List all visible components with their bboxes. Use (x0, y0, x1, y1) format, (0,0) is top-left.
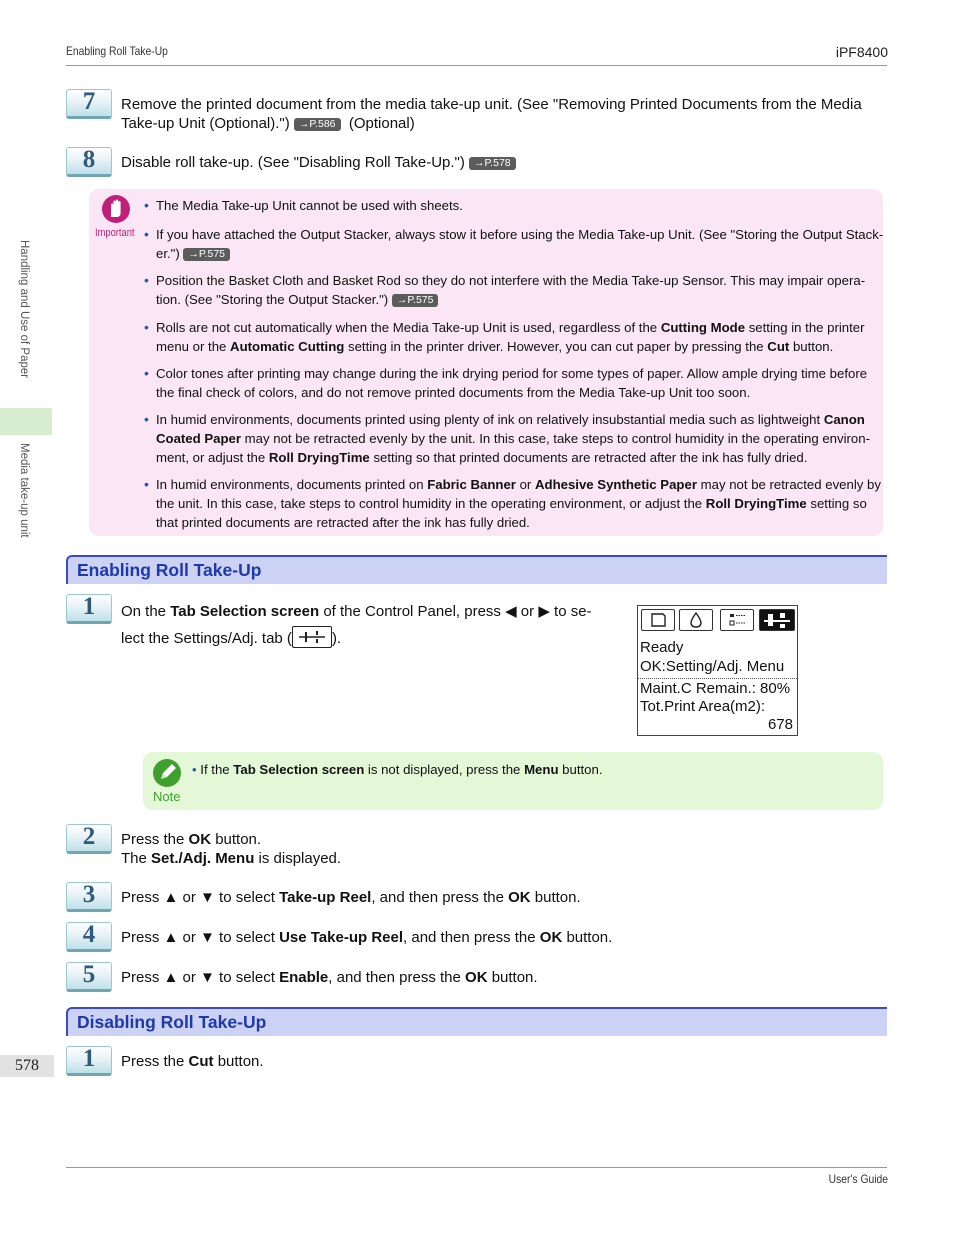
step-number: 5 (66, 962, 112, 992)
bullet-text: The Media Take-up Unit cannot be used with sheets. (156, 198, 463, 213)
bullet-icon: • (144, 476, 149, 492)
running-header-title: Enabling Roll Take-Up (66, 44, 168, 58)
ink-tab-icon (679, 609, 713, 631)
bullet-icon: • (144, 319, 149, 335)
bullet-text: Position the Basket Cloth and Basket Rod so they do not interfere with the Media Take-up Sensor. This may impair opera- (156, 273, 866, 288)
hand-stop-icon (102, 195, 130, 223)
section-title: Disabling Roll Take-Up (77, 1012, 267, 1032)
step-number: 4 (66, 922, 112, 952)
section-heading (66, 555, 887, 584)
note-text: • If the Tab Selection screen is not displayed, press the Menu button. (192, 762, 603, 777)
panel-line: 678 (767, 716, 793, 733)
sidebar-active-tab (0, 408, 52, 435)
step-text: Press the Cut button. (121, 1053, 264, 1070)
running-header-model: iPF8400 (835, 44, 888, 60)
job-tab-icon (720, 609, 754, 631)
page-link[interactable]: →P.586 (294, 118, 341, 131)
step-text: Press the OK button. The Set./Adj. Menu is displayed. (121, 831, 342, 867)
control-panel-display (637, 605, 798, 736)
bullet-text: tion. (See "Storing the Output Stacker.") (156, 292, 389, 307)
page-link[interactable]: →P.578 (469, 157, 516, 170)
panel-divider (638, 678, 797, 679)
step-line: Disable roll take-up. (See "Disabling Roll Take-Up.") (121, 154, 465, 171)
step-number: 1 (66, 1046, 112, 1076)
sidebar-chapter[interactable]: Handling and Use of Paper (18, 240, 30, 379)
page-number: 578 (0, 1055, 54, 1077)
step-text (121, 153, 516, 172)
step-line: Take-up Unit (Optional).") (121, 115, 290, 132)
sidebar-section[interactable]: Media take-up unit (18, 443, 30, 538)
footer-rule (66, 1167, 887, 1168)
step-line: Remove the printed document from the media take-up unit. (See "Removing Printed Documents from the Media (121, 96, 862, 113)
bullet-icon: • (144, 411, 149, 427)
arrow-right-icon: ▶ (538, 603, 550, 620)
header-rule (66, 65, 887, 66)
step-text (121, 95, 862, 133)
panel-line: OK:Setting/Adj. Menu (640, 658, 785, 675)
important-label: Important (95, 227, 135, 239)
pencil-icon (153, 759, 181, 787)
step-text: Press ▲ or ▼ to select Enable, and then press the OK button. (121, 969, 538, 986)
footer-text: User's Guide (828, 1172, 888, 1186)
paper-tab-icon (641, 609, 675, 631)
step-text: On the Tab Selection screen of the Control Panel, press ◀ or ▶ to se- lect the Settings/Adj. tab ( ). (121, 603, 592, 647)
step-number: 2 (66, 824, 112, 854)
important-bullet (144, 271, 884, 309)
important-bullet: • In humid environments, documents printed using plenty of ink on relatively insubstantial media such as lightweight Canon Coated Paper may not be retracted evenly by the unit. In this case, take steps to control humidity in the operating environ- ment, or adjust the Roll DryingTime setting so that printed documents are retracted after the ink has fully dried. (144, 411, 870, 465)
section-heading (66, 1007, 887, 1036)
bullet-icon: • (144, 365, 149, 381)
step-text: Press ▲ or ▼ to select Take-up Reel, and then press the OK button. (121, 889, 581, 906)
bullet-icon: • (144, 272, 149, 288)
arrow-left-icon: ◀ (505, 603, 517, 620)
step-line: (Optional) (348, 115, 415, 132)
section-title: Enabling Roll Take-Up (77, 560, 262, 580)
page-link[interactable]: →P.575 (183, 248, 230, 261)
panel-line: Ready (640, 639, 684, 656)
important-bullet: • Rolls are not cut automatically when the Media Take-up Unit is used, regardless of the Cutting Mode setting in the printer menu or the Automatic Cutting setting in the printer driver. However, you can cut paper by pressing the Cut button. (144, 319, 865, 354)
panel-line: Tot.Print Area(m2): (640, 698, 766, 715)
step-number: 8 (66, 147, 112, 177)
important-bullet (144, 196, 884, 215)
note-label: Note (153, 789, 181, 804)
settings-tab-icon (292, 626, 332, 648)
important-bullet (144, 225, 884, 263)
important-bullet: • Color tones after printing may change during the ink drying period for some types of paper. Allow ample drying time before the final check of colors, and do not remove printed documents from the Media Take-up Unit too soon. (144, 365, 868, 400)
step-text: Press ▲ or ▼ to select Use Take-up Reel, and then press the OK button. (121, 929, 613, 946)
step-number: 3 (66, 882, 112, 912)
bullet-icon: • (144, 226, 149, 242)
bullet-icon: • (192, 762, 197, 777)
important-bullet: • In humid environments, documents printed on Fabric Banner or Adhesive Synthetic Paper may not be retracted evenly by the unit. In this case, take steps to control humidity in the operating environment, or adjust the Roll DryingTime setting so that printed documents are retracted after the ink has fully dried. (144, 476, 881, 530)
settings-tab-active-icon (759, 609, 795, 631)
bullet-text: er.") (156, 246, 180, 261)
page-link[interactable]: →P.575 (392, 294, 439, 307)
step-number: 1 (66, 594, 112, 624)
step-number: 7 (66, 89, 112, 119)
bullet-text: If you have attached the Output Stacker, always stow it before using the Media Take-up Unit. (See "Storing the Output Stack- (156, 227, 884, 242)
bullet-icon: • (144, 197, 149, 213)
panel-line: Maint.C Remain.: 80% (640, 680, 791, 697)
